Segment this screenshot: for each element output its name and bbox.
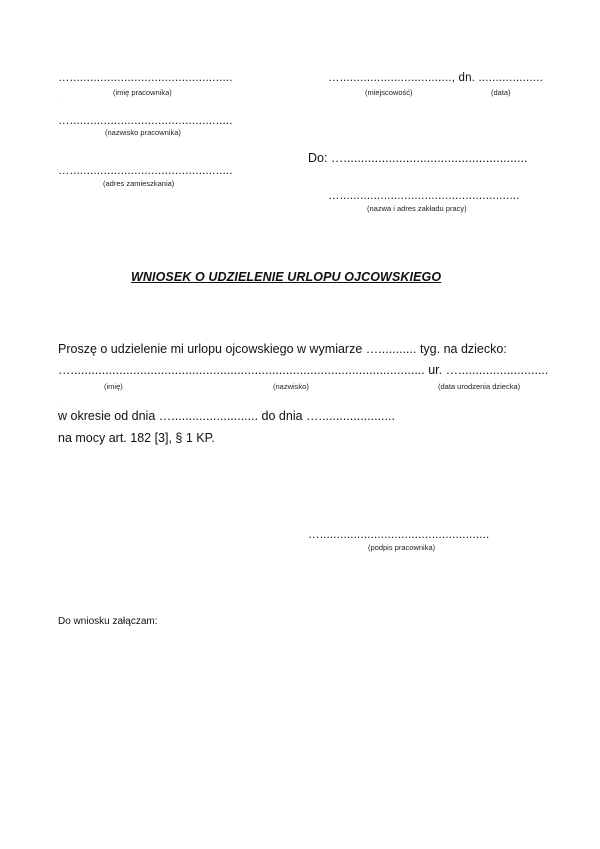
child-first-name-caption: (imię) bbox=[104, 382, 123, 391]
employee-address-field[interactable]: …................................................ bbox=[58, 165, 233, 177]
child-surname-caption: (nazwisko) bbox=[273, 382, 309, 391]
employee-surname-field[interactable]: …................................................ bbox=[58, 115, 233, 127]
recipient-field[interactable]: Do: …..................................................... bbox=[308, 151, 528, 165]
signature-field[interactable]: ….................................................. bbox=[308, 529, 490, 541]
place-date-field[interactable]: …................................., dn. ................... bbox=[328, 72, 544, 84]
signature-caption: (podpis pracownika) bbox=[368, 543, 436, 552]
employee-surname-caption: (nazwisko pracownika) bbox=[105, 128, 181, 137]
employee-address-caption: (adres zamieszkania) bbox=[103, 179, 175, 188]
employee-name-caption: (imię pracownika) bbox=[113, 88, 172, 97]
request-line[interactable]: Proszę o udzielenie mi urlopu ojcowskiego w wymiarze …........... tyg. na dziecko: bbox=[58, 342, 507, 356]
dot-mark: . bbox=[58, 96, 60, 101]
child-birthdate-caption: (data urodzenia dziecka) bbox=[438, 382, 521, 391]
period-field[interactable]: w okresie od dnia …......................... do dnia …...................... bbox=[58, 409, 395, 423]
legal-basis-text: na mocy art. 182 [3], § 1 KP. bbox=[58, 431, 215, 445]
date-caption: (data) bbox=[491, 88, 511, 97]
dot-mark: . bbox=[58, 397, 60, 402]
document-title: WNIOSEK O UDZIELENIE URLOPU OJCOWSKIEGO bbox=[131, 270, 442, 284]
employee-name-field[interactable]: …................................................ bbox=[58, 72, 233, 84]
child-details-field[interactable]: …...................................................................................................... ur. ….......................... bbox=[58, 363, 549, 377]
employer-field[interactable]: …..................................................... bbox=[328, 190, 520, 202]
employer-caption: (nazwa i adres zakładu pracy) bbox=[367, 204, 467, 213]
attachments-label: Do wniosku załączam: bbox=[58, 616, 158, 627]
place-caption: (miejscowość) bbox=[365, 88, 413, 97]
